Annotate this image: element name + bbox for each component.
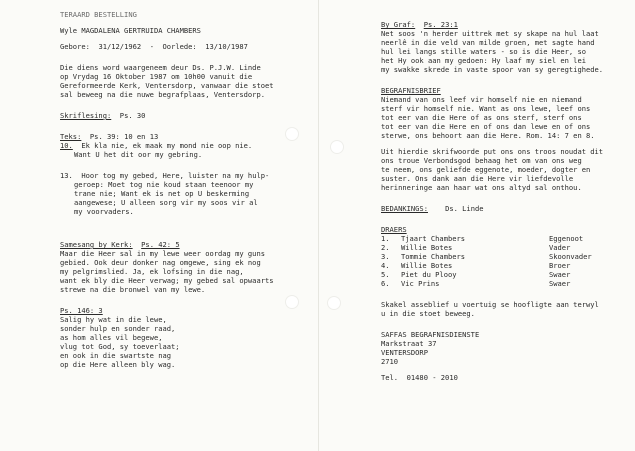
verse-10-line: Ek kla nie, ek maak my mond nie oop nie. — [81, 141, 253, 150]
verse-10-num: 10. — [60, 141, 73, 150]
bearer-relation: Swaer — [549, 270, 571, 279]
verse-13-line: Hoor tog my gebed, Here, luister na my hulp- — [81, 171, 270, 180]
hymn2-line: sonder hulp en sonder raad, — [60, 324, 176, 333]
left-panel — [60, 10, 310, 369]
text-ref: Ps. 39: 10 en 13 — [89, 132, 159, 141]
closing-line: ons troue Verbondsgod behaag het om van ons weg — [381, 156, 582, 165]
intro-line: sal beweeg na die nuwe begrafplaas, Ventersdorp. — [60, 90, 265, 99]
hymn1-heading — [60, 240, 310, 249]
company-name: SAFFAS BEGRAFNISDIENSTE — [381, 330, 480, 339]
letter-line: sterwe, ons behoort aan die Here. Rom. 14: 7 en 8. — [381, 131, 595, 140]
verse-13 — [60, 171, 310, 180]
verse-13-line: aangewese; U alleen sorg vir my soos vir al — [74, 198, 258, 207]
company-town: VENTERSDORP — [381, 348, 428, 357]
grave-label: By Graf: — [381, 20, 416, 29]
closing-line: Uit hierdie skrifwoorde put ons ons troos noudat dit — [381, 147, 604, 156]
died-date: 13/10/1987 — [205, 42, 248, 51]
grave-line: my swakke skrede in vaste spoor van sy geregtighede. — [381, 65, 604, 74]
intro-line: Gereformeerde Kerk, Ventersdorp, vanwaar die stoet — [60, 81, 274, 90]
bearers-heading: DRAERS — [381, 225, 407, 234]
center-fold — [318, 0, 319, 451]
hymn1-line: want ek bly die Heer verwag; my gebed sal opwaarts — [60, 276, 274, 285]
reading-label: Skriflesing: — [60, 111, 112, 120]
thanks-line — [381, 204, 631, 213]
deceased-name: Wyle MAGDALENA GERTRUIDA CHAMBERS — [60, 26, 201, 35]
died-label: Oorlede: — [162, 42, 197, 51]
bearer-num: 3. — [381, 252, 390, 261]
intro-line: Die diens word waargeneem deur Ds. P.J.W. Linde — [60, 63, 261, 72]
hymn2-line: en ook in die swartste nag — [60, 351, 172, 360]
bearer-name: Vic Prins — [401, 279, 440, 288]
verse-13-line: my voorvaders. — [74, 207, 134, 216]
bearer-name: Tommie Chambers — [401, 252, 466, 261]
grave-ref: Ps. 23:1 — [423, 20, 458, 29]
letter-line: tot eer van die Here en of ons dan lewe en of ons — [381, 122, 591, 131]
dates-line: Gebore: 31/12/1962 - Oorlede: 13/10/1987 — [60, 42, 248, 51]
closing-line: suster. Ons dank aan die Here vir liefdevolle — [381, 174, 574, 183]
hymn1-ref: Ps. 42: 5 — [141, 240, 180, 249]
bearer-name: Tjaart Chambers — [401, 234, 466, 243]
bearer-name: Piet du Plooy — [401, 270, 457, 279]
company-phone: Tel. 01480 - 2010 — [381, 373, 458, 382]
hymn1-line: my pelgrimslied. Ja, ek lofsing in die nag, — [60, 267, 244, 276]
table-row — [381, 270, 592, 279]
hymn1-line: Maar die Heer sal in my lewe weer oordag my guns — [60, 249, 265, 258]
thanks-label: BEDANKINGS: — [381, 204, 428, 213]
hymn1-line: strewe na die bronwel van my lewe. — [60, 285, 206, 294]
closing-line: te neem, ons geliefde eggenote, moeder, dogter en — [381, 165, 591, 174]
bearer-num: 5. — [381, 270, 390, 279]
bearer-relation: Eggenoot — [549, 234, 584, 243]
verse-10 — [60, 141, 310, 150]
punch-hole-right — [330, 140, 344, 154]
hymn1-label: Samesang by Kerk: — [60, 240, 133, 249]
table-row — [381, 279, 592, 288]
hymn2-ref: Ps. 146: 3 — [60, 306, 103, 315]
thanks-name: Ds. Linde — [445, 204, 484, 213]
born-label: Gebore: — [60, 42, 90, 51]
right-panel — [381, 20, 631, 382]
letter-heading: BEGRAFNISBRIEF — [381, 86, 441, 95]
text-line — [60, 132, 310, 141]
text-label: Teks: — [60, 132, 82, 141]
bearer-num: 1. — [381, 234, 390, 243]
intro-line: op Vrydag 16 Oktober 1987 om 10h00 vanuit die — [60, 72, 253, 81]
grave-line: neerlê in die veld van milde groen, met sagte hand — [381, 38, 595, 47]
grave-heading — [381, 20, 631, 29]
hymn1-line: gebied. Ook deur donker nag omgewe, sing ek nog — [60, 258, 261, 267]
reading-ref: Ps. 30 — [119, 111, 146, 120]
company-code: 2710 — [381, 357, 399, 366]
letter-line: tot eer van die Here of as ons sterf, sterf ons — [381, 113, 582, 122]
company-street: Markstraat 37 — [381, 339, 437, 348]
hymn2-line: vlug tot God, sy toeverlaat; — [60, 342, 180, 351]
bearer-relation: Broer — [549, 261, 571, 270]
born-date: 31/12/1962 — [98, 42, 142, 51]
table-row — [381, 252, 592, 261]
closing-line: herinneringe aan haar wat ons altyd sal onthou. — [381, 183, 582, 192]
table-row — [381, 261, 592, 270]
reading-line — [60, 111, 310, 120]
hymn2-line: as hom alles vil begewe, — [60, 333, 163, 342]
notice-line: Skakel asseblief u voertuig se hoofligte aan terwyl — [381, 300, 599, 309]
verse-13-line: trane nie; Want ek is net op U beskerming — [74, 189, 250, 198]
bearer-relation: Vader — [549, 243, 571, 252]
verse-10-line: Want U het dit oor my gebring. — [74, 150, 203, 159]
bearer-name: Willie Botes — [401, 261, 453, 270]
grave-line: Net soos 'n herder uittrek met sy skape na hul laat — [381, 29, 599, 38]
verse-13-line: geroep: Moet tog nie koud staan teenoor my — [74, 180, 254, 189]
bearer-num: 2. — [381, 243, 390, 252]
grave-line: hul lei langs stille waters - so is die Heer, so — [381, 47, 586, 56]
hymn2-line: op die Here alleen bly wag. — [60, 360, 176, 369]
bearer-relation: Skoonvader — [549, 252, 592, 261]
verse-13-num: 13. — [60, 171, 73, 180]
bearer-relation: Swaer — [549, 279, 571, 288]
letter-line: Niemand van ons leef vir homself nie en niemand — [381, 95, 582, 104]
header-text: TERAARD BESTELLING — [60, 10, 137, 19]
bearer-num: 4. — [381, 261, 390, 270]
hymn2-line: Salig hy wat in die lewe, — [60, 315, 167, 324]
table-row — [381, 243, 592, 252]
notice-line: u in die stoet beweeg. — [381, 309, 475, 318]
bearers-table — [381, 234, 592, 288]
letter-line: sterf vir homself nie. Want as ons lewe, leef ons — [381, 104, 591, 113]
bearer-num: 6. — [381, 279, 390, 288]
table-row — [381, 234, 592, 243]
grave-line: het Hy ook aan my gedoen: Hy laaf my siel en lei — [381, 56, 586, 65]
bearer-name: Willie Botes — [401, 243, 453, 252]
punch-hole-right-lower — [327, 296, 341, 310]
